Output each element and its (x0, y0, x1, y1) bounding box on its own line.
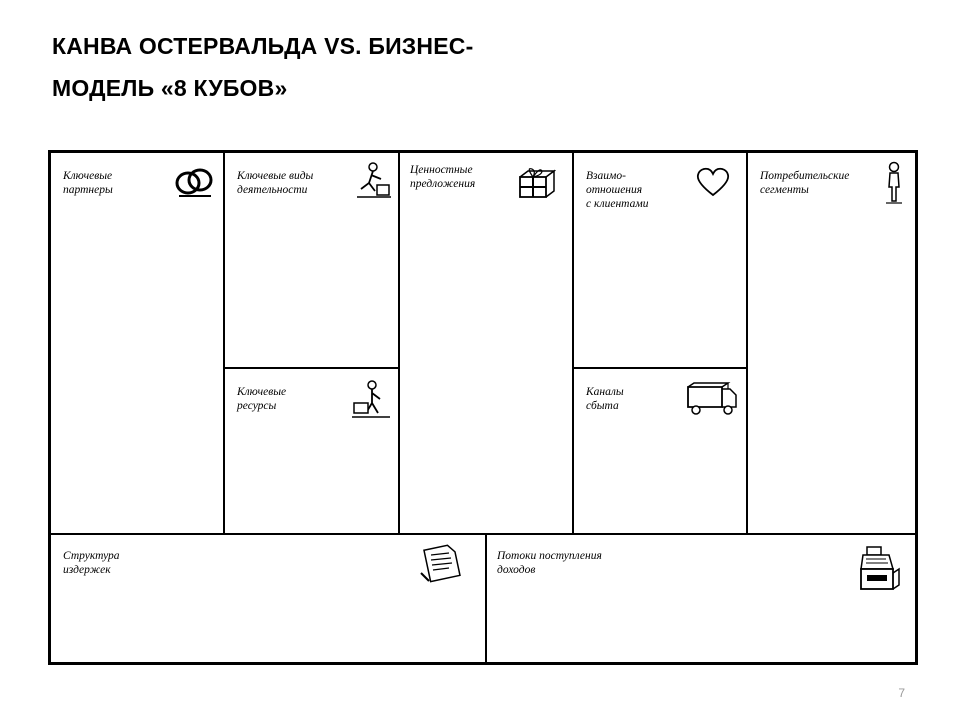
heart-icon (696, 167, 730, 197)
title-line-1: КАНВА ОСТЕРВАЛЬДА VS. БИЗНЕС- (52, 33, 474, 59)
worker-icon (353, 161, 393, 201)
block-customer-relationships (573, 152, 747, 368)
block-customer-segments (747, 152, 916, 534)
block-key-activities (224, 152, 399, 368)
rings-icon (173, 163, 217, 201)
label-channels: Каналы сбыта (586, 386, 624, 412)
block-key-partners (50, 152, 224, 534)
truck-icon (686, 381, 740, 417)
label-key-partners: Ключевые партнеры (63, 170, 113, 196)
label-customer-relationships: Взаимо- отношения с клиентами (586, 170, 649, 210)
block-channels (573, 368, 747, 534)
person-with-box-icon (350, 379, 392, 421)
gift-icon (516, 165, 556, 201)
label-value-propositions: Ценностные предложения (410, 164, 476, 190)
receipt-icon (419, 543, 463, 583)
block-key-resources (224, 368, 399, 534)
title-line-2: МОДЕЛЬ «8 КУБОВ» (52, 75, 288, 101)
label-cost-structure: Структура издержек (63, 550, 120, 576)
label-key-resources: Ключевые ресурсы (237, 386, 287, 412)
page-number: 7 (898, 686, 905, 700)
block-cost-structure (50, 534, 486, 663)
person-icon (882, 161, 906, 205)
label-customer-segments: Потребительские сегменты (760, 170, 850, 196)
business-model-canvas (48, 150, 918, 665)
label-revenue-streams: Потоки поступления доходов (497, 550, 602, 576)
label-key-activities: Ключевые виды деятельности (237, 170, 314, 196)
cash-register-icon (857, 545, 901, 595)
block-value-propositions (399, 152, 573, 534)
block-revenue-streams (486, 534, 916, 663)
